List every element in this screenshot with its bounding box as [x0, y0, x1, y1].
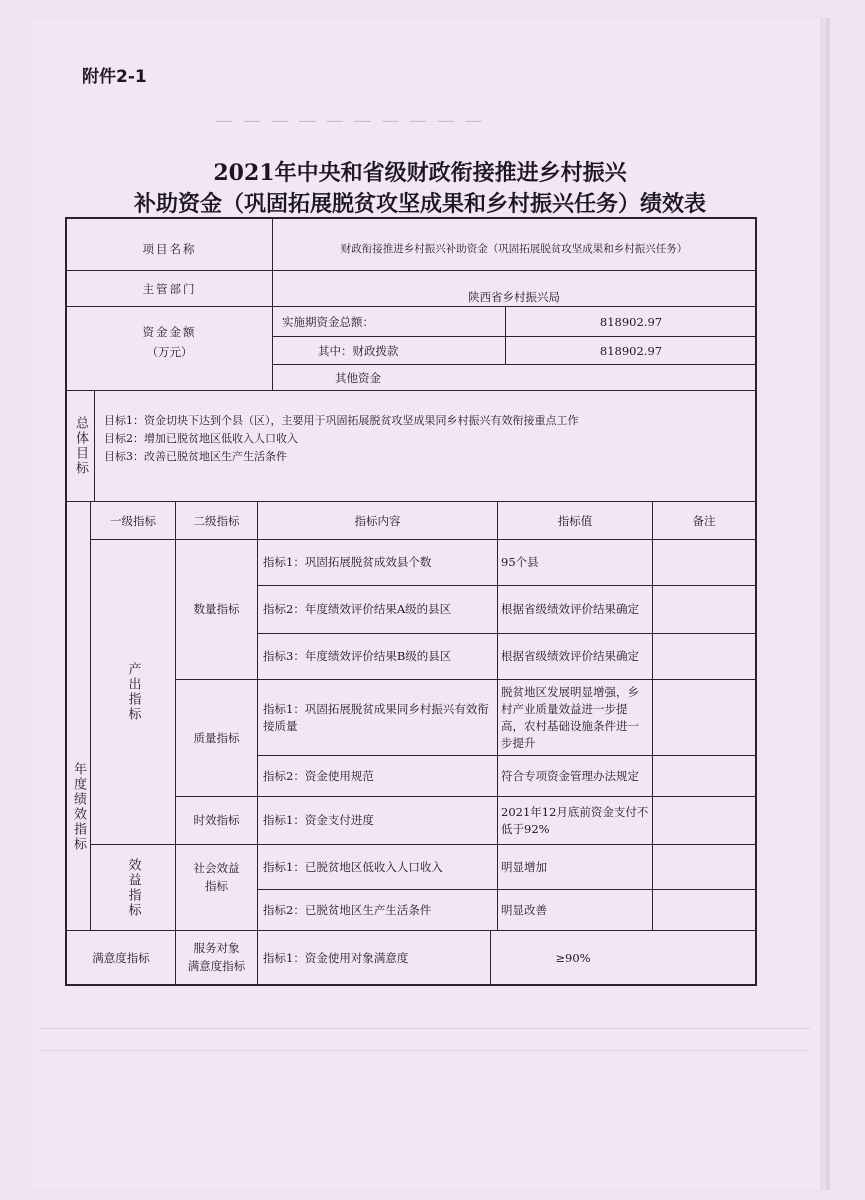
indicator-content: 指标2：年度绩效评价结果A级的县区: [263, 602, 452, 616]
indicator-value: 符合专项资金管理办法规定: [501, 768, 639, 783]
indicator-value: 2021年12月底前资金支付不低于92%: [501, 804, 649, 836]
fiscal-funds-value: 818902.97: [599, 343, 663, 358]
satisfaction-indicators-label: 满意度指标: [92, 950, 150, 965]
social-benefit-label: 社会效益: [193, 861, 240, 875]
indicator-content: 指标3：年度绩效评价结果B级的县区: [263, 649, 452, 663]
indicator-value: 根据省级绩效评价结果确定: [501, 649, 639, 663]
funds-label: 资金金额: [142, 324, 197, 339]
goal-item: 目标3：改善已脱贫地区生产生活条件: [104, 450, 287, 463]
project-name-label: 项目名称: [142, 241, 197, 256]
goal-item: 目标2：增加已脱贫地区低收入人口收入: [104, 432, 298, 445]
dept-value: 陕西省乡村振兴局: [468, 289, 560, 304]
annual-indicators-label: 年度绩效指标: [71, 761, 86, 852]
goals-label: 总体目标: [73, 416, 88, 476]
document-title-line1: 2021年中央和省级财政衔接推进乡村振兴: [213, 160, 627, 186]
indicator-value: 明显改善: [501, 902, 547, 917]
show-through-line: [40, 1028, 810, 1029]
show-through-text: — — — — — — — — — —: [215, 110, 485, 131]
indicator-value: 脱贫地区发展明显增强，乡村产业质量效益进一步提高，农村基础设施条件进一步提升: [501, 684, 639, 750]
show-through-line: [40, 1050, 810, 1051]
timeliness-indicators-label: 时效指标: [193, 813, 240, 827]
indicator-content: 指标2：已脱贫地区生产生活条件: [263, 902, 432, 917]
service-satisfaction-label: 满意度指标: [187, 959, 246, 973]
indicator-value: 根据省级绩效评价结果确定: [501, 602, 639, 616]
header-level2: 二级指标: [193, 513, 240, 528]
other-funds-label: 其他资金: [335, 370, 381, 385]
other-funds-value: [507, 366, 755, 390]
indicator-content: 指标1：资金使用对象满意度: [263, 950, 409, 965]
document-title-line2: 补助资金（巩固拓展脱贫攻坚成果和乡村振兴任务）绩效表: [133, 191, 706, 217]
indicator-content: 指标1：巩固拓展脱贫成果同乡村振兴有效衔接质量: [263, 701, 489, 733]
indicator-content: 指标1：巩固拓展脱贫成效县个数: [263, 555, 432, 569]
fiscal-funds-label: 其中：财政拨款: [318, 343, 399, 358]
quantity-indicators-label: 数量指标: [193, 602, 240, 616]
goal-item: 目标1：资金切块下达到个县（区），主要用于巩固拓展脱贫攻坚成果同乡村振兴有效衔接重点工作: [104, 414, 579, 427]
header-content: 指标内容: [354, 513, 401, 528]
benefit-indicators-label: 效益指标: [125, 857, 141, 918]
output-indicators-label: 产出指标: [125, 662, 141, 722]
header-value: 指标值: [557, 513, 593, 528]
indicator-content: 指标2：资金使用规范: [263, 768, 374, 783]
header-level1: 一级指标: [110, 513, 156, 528]
quality-indicators-label: 质量指标: [193, 730, 240, 745]
dept-label: 主管部门: [142, 281, 197, 296]
indicator-content: 指标1：资金支付进度: [263, 813, 374, 827]
attachment-label: 附件2-1: [82, 67, 147, 87]
project-name-value: 财政衔接推进乡村振兴补助资金（巩固拓展脱贫攻坚成果和乡村振兴任务）: [340, 242, 688, 255]
indicator-value: ≥90%: [555, 950, 591, 965]
indicator-content: 指标1：已脱贫地区低收入人口收入: [263, 859, 443, 874]
social-benefit-label: 指标: [205, 879, 228, 893]
total-funds-value: 818902.97: [599, 314, 663, 329]
total-funds-label: 实施期资金总额：: [282, 314, 374, 329]
service-satisfaction-label: 服务对象: [193, 941, 240, 955]
funds-unit: （万元）: [146, 344, 193, 359]
indicator-value: 明显增加: [501, 859, 547, 874]
header-note: 备注: [692, 513, 716, 528]
indicator-value: 95个县: [501, 555, 539, 569]
